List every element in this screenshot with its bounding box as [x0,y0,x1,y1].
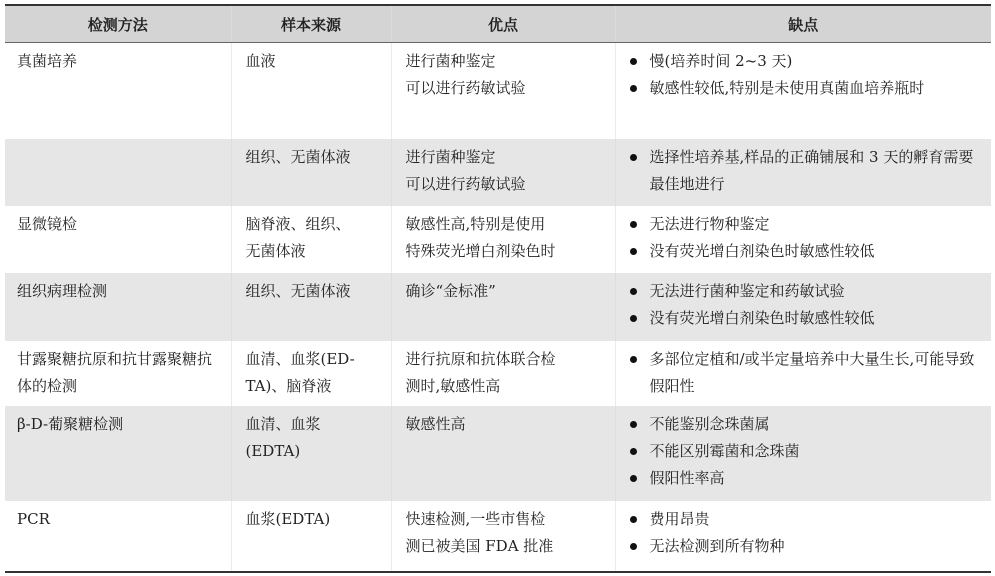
header-cons: 缺点 [615,5,991,43]
header-sample: 样本来源 [231,5,391,43]
list-item: 没有荧光增白剂染色时敏感性较低 [628,305,982,332]
table-row [5,43,991,140]
list-item: 没有荧光增白剂染色时敏感性较低 [628,238,982,265]
list-item: 无法进行菌种鉴定和药敏试验 [628,278,982,305]
cell-sample: 脑脊液、组织、 无菌体液 [231,206,391,273]
list-item: 多部位定植和/或半定量培养中大量生长,可能导致假阳性 [628,346,982,400]
cons-list [628,144,982,198]
list-item: 选择性培养基,样品的正确铺展和 3 天的孵育需要最佳地进行 [628,144,982,198]
cell-cons [615,501,991,572]
cell-pros: 进行抗原和抗体联合检 测时,敏感性高 [391,341,615,406]
cell-cons [615,139,991,206]
table-row [5,206,991,273]
cell-method: 显微镜检 [5,206,231,273]
list-item: 无法检测到所有物种 [628,533,982,560]
cell-pros: 敏感性高 [391,406,615,501]
list-item: 慢(培养时间 2~3 天) [628,48,982,75]
diagnostic-methods-table [5,4,991,573]
cons-list [628,278,982,332]
bullet-icon [630,475,637,482]
table-row [5,501,991,572]
bullet-icon [630,154,637,161]
cell-sample: 组织、无菌体液 [231,139,391,206]
cell-method [5,139,231,206]
cell-cons [615,43,991,140]
bullet-icon [630,248,637,255]
table-row [5,273,991,341]
cell-sample: 血清、血浆(ED- TA)、脑脊液 [231,341,391,406]
cell-cons [615,273,991,341]
cell-cons [615,206,991,273]
cell-pros: 进行菌种鉴定 可以进行药敏试验 [391,139,615,206]
cons-list [628,211,982,265]
cell-method: 真菌培养 [5,43,231,140]
cell-pros: 敏感性高,特别是使用 特殊荧光增白剂染色时 [391,206,615,273]
table-row [5,139,991,206]
list-item: 费用昂贵 [628,506,982,533]
list-item: 不能区别霉菌和念珠菌 [628,438,982,465]
table-row [5,406,991,501]
bullet-icon [630,421,637,428]
list-item: 假阳性率高 [628,465,982,492]
bullet-icon [630,85,637,92]
cell-pros: 快速检测,一些市售检 测已被美国 FDA 批准 [391,501,615,572]
cell-method: 组织病理检测 [5,273,231,341]
bullet-icon [630,543,637,550]
cell-sample: 血浆(EDTA) [231,501,391,572]
table-header-row [5,5,991,43]
cell-pros: 确诊“金标准” [391,273,615,341]
cell-method: 甘露聚糖抗原和抗甘露聚糖抗体的检测 [5,341,231,406]
header-method: 检测方法 [5,5,231,43]
cons-list [628,48,982,102]
bullet-icon [630,288,637,295]
bullet-icon [630,356,637,363]
cell-method: β-D-葡聚糖检测 [5,406,231,501]
cell-sample: 血液 [231,43,391,140]
cons-list [628,506,982,560]
cell-sample: 组织、无菌体液 [231,273,391,341]
table-row [5,341,991,406]
cell-cons [615,406,991,501]
cell-cons [615,341,991,406]
bullet-icon [630,448,637,455]
header-pros: 优点 [391,5,615,43]
list-item: 无法进行物种鉴定 [628,211,982,238]
bullet-icon [630,58,637,65]
comparison-table-container [5,4,991,573]
cons-list [628,346,982,400]
bullet-icon [630,516,637,523]
list-item: 敏感性较低,特别是未使用真菌血培养瓶时 [628,75,982,102]
list-item: 不能鉴别念珠菌属 [628,411,982,438]
bullet-icon [630,221,637,228]
cell-sample: 血清、血浆 (EDTA) [231,406,391,501]
cell-pros: 进行菌种鉴定 可以进行药敏试验 [391,43,615,140]
cons-list [628,411,982,492]
bullet-icon [630,315,637,322]
cell-method: PCR [5,501,231,572]
